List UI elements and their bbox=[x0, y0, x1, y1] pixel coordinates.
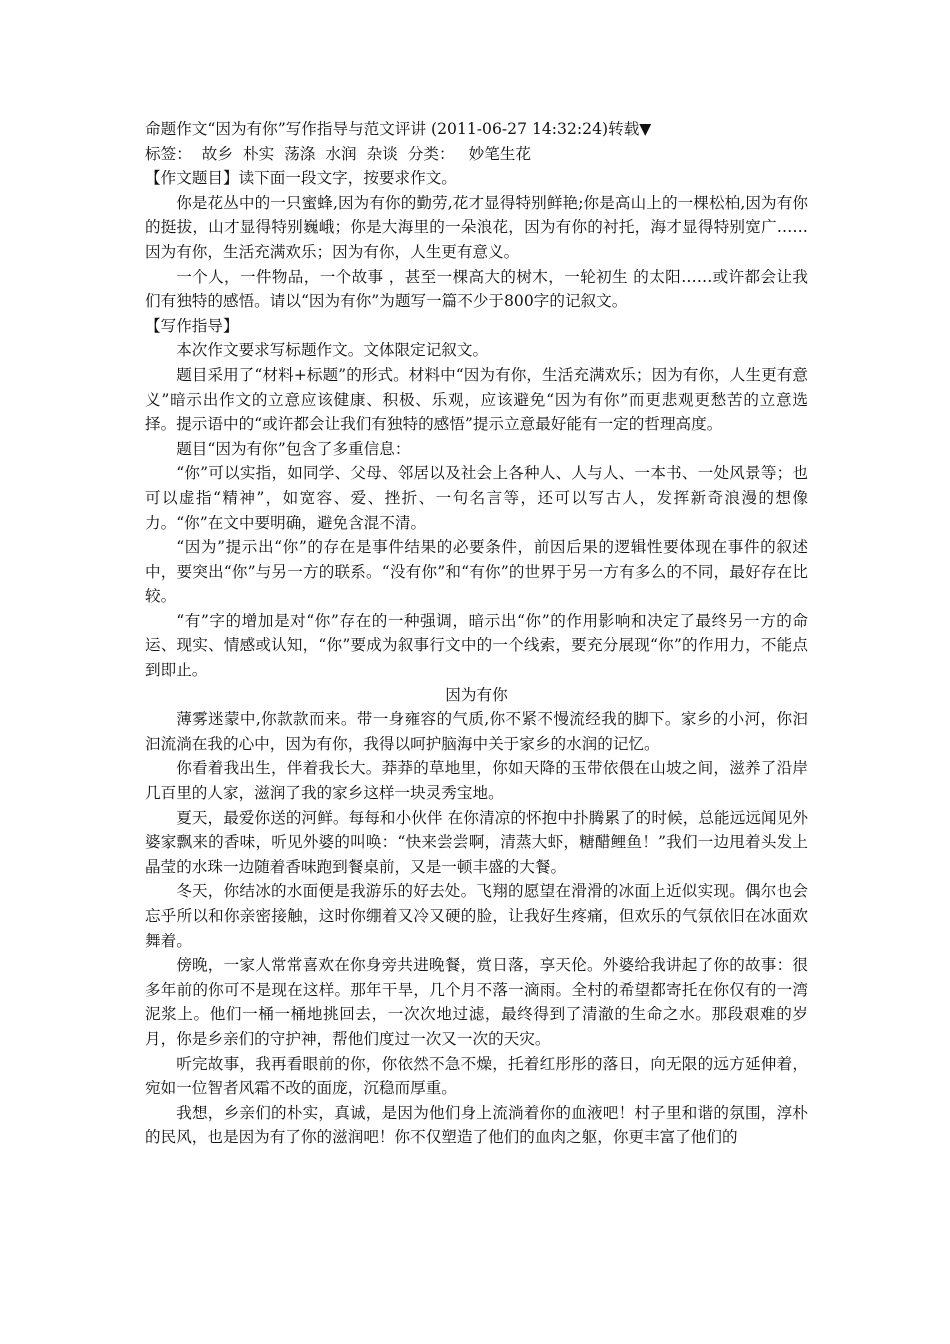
prompt-paragraph: 一个人，一件物品，一个故事 ，甚至一棵高大的树木，一轮初生 的太阳……或许都会让我们有独特的感悟。请以“因为有你”为题写一篇不少于800字的记叙文。 bbox=[145, 267, 808, 311]
guidance-paragraph: “你”可以实指，如同学、父母、邻居以及社会上各种人、人与人、一本书、一处风景等；也可以虚指“精神”，如宽容、爱、挫折、一句名言等，还可以写古人，发挥新奇浪漫的想像力。“你”在文中要明确，避免含混不清。 bbox=[145, 464, 808, 532]
guidance-paragraph: 题目采用了“材料+标题”的形式。材料中“因为有你，生活充满欢乐；因为有你，人生更有意义”暗示出作文的立意应该健康、积极、乐观，应该避免“因为有你”而更悲观更愁苦的立意选择。提示语中的“或许都会让我们有独特的感悟”提示立意最好能有一定的哲理高度。 bbox=[145, 365, 808, 434]
essay-title: 因为有你 bbox=[445, 685, 508, 704]
guidance-paragraph: “有”字的增加是对“你”存在的一种强调，暗示出“你”的作用影响和决定了最终另一方的命运、现实、情感或认知，“你”要成为叙事行文中的一个线索，要充分展现“你”的作用力，不能点到即止。 bbox=[145, 611, 808, 680]
tag-link[interactable]: 荡涤 bbox=[284, 144, 316, 163]
prompt-heading: 【作文题目】读下面一段文字，按要求作文。 bbox=[145, 169, 457, 188]
guidance-paragraph: “因为”提示出“你”的存在是事件结果的必要条件，前因后果的逻辑性要体现在事件的叙述中，要突出“你”与另一方的联系。“没有你”和“有你”的世界于另一方有多么的不同，最好存在比较。 bbox=[145, 538, 808, 606]
tag-link[interactable]: 朴实 bbox=[243, 144, 275, 163]
document-body bbox=[145, 117, 808, 1150]
tags-line bbox=[145, 142, 808, 167]
post-timestamp: (2011-06-27 14:32:24) bbox=[431, 120, 609, 138]
essay-paragraph: 听完故事，我再看眼前的你，你依然不急不燥，托着红彤彤的落日，向无限的远方延伸着，宛如一位智者风霜不改的面庞，沉稳而厚重。 bbox=[145, 1054, 808, 1098]
tag-link[interactable]: 故乡 bbox=[201, 144, 233, 163]
guidance-paragraph: 本次作文要求写标题作文。文体限定记叙文。 bbox=[176, 341, 489, 360]
guidance-heading: 【写作指导】 bbox=[145, 316, 239, 335]
essay-paragraph: 冬天，你结冰的水面便是我游乐的好去处。飞翔的愿望在滑滑的冰面上近似实现。偶尔也会忘乎所以和你亲密接触，这时你绷着又冷又硬的脸，让我好生疼痛，但欢乐的气氛依旧在冰面欢舞着。 bbox=[145, 882, 808, 950]
essay-paragraph: 我想，乡亲们的朴实，真诚，是因为他们身上流淌着你的血液吧！村子里和谐的氛围，淳朴的民风，也是因为有了你的滋润吧！你不仅塑造了他们的血肉之躯，你更丰富了他们的 bbox=[145, 1103, 808, 1147]
post-title-line bbox=[145, 117, 808, 142]
category-label: 分类： bbox=[407, 144, 455, 163]
repost-label[interactable]: 转载▼ bbox=[608, 120, 652, 138]
tag-link[interactable]: 杂谈 bbox=[366, 144, 398, 163]
category-link[interactable]: 妙笔生花 bbox=[468, 144, 531, 163]
guidance-paragraph: 题目“因为有你”包含了多重信息： bbox=[176, 439, 411, 458]
post-title: 命题作文“因为有你”写作指导与范文评讲 bbox=[145, 120, 427, 138]
tag-link[interactable]: 水润 bbox=[325, 144, 357, 163]
essay-paragraph: 薄雾迷蒙中,你款款而来。带一身雍容的气质,你不紧不慢流经我的脚下。家乡的小河，你汩汩流淌在我的心中，因为有你，我得以呵护脑海中关于家乡的水润的记忆。 bbox=[145, 710, 808, 753]
tags-label: 标签： bbox=[145, 144, 192, 163]
essay-paragraph: 你看着我出生，伴着我长大。莽莽的草地里，你如天降的玉带依偎在山坡之间，滋养了沿岸几百里的人家，滋润了我的家乡这样一块灵秀宝地。 bbox=[145, 759, 808, 803]
essay-paragraph: 夏天，最爱你送的河鲜。每每和小伙伴 在你清凉的怀抱中扑腾累了的时候，总能远远闻见外婆家飘来的香味，听见外婆的叫唤：“快来尝尝啊，清蒸大虾，糖醋鲤鱼！”我们一边甩着头发上晶莹的水珠一边随着香味跑到餐桌前，又是一顿丰盛的大餐。 bbox=[145, 808, 808, 876]
essay-paragraph: 傍晚，一家人常常喜欢在你身旁共进晚餐，赏日落，享天伦。外婆给我讲起了你的故事：很多年前的你可不是现在这样。那年干旱，几个月不落一滴雨。全村的希望都寄托在你仅有的一湾泥浆上。他们一桶一桶地挑回去，一次次地过滤，最终得到了清澈的生命之水。那段艰难的岁月，你是乡亲们的守护神，帮他们度过一次又一次的天灾。 bbox=[145, 956, 808, 1048]
prompt-paragraph: 你是花丛中的一只蜜蜂,因为有你的勤劳,花才显得特别鲜艳;你是高山上的一棵松柏,因为有你的挺拔，山才显得特别巍峨；你是大海里的一朵浪花，因为有你的衬托，海才显得特别宽广……因为有你，生活充满欢乐；因为有你，人生更有意义。 bbox=[145, 193, 808, 261]
